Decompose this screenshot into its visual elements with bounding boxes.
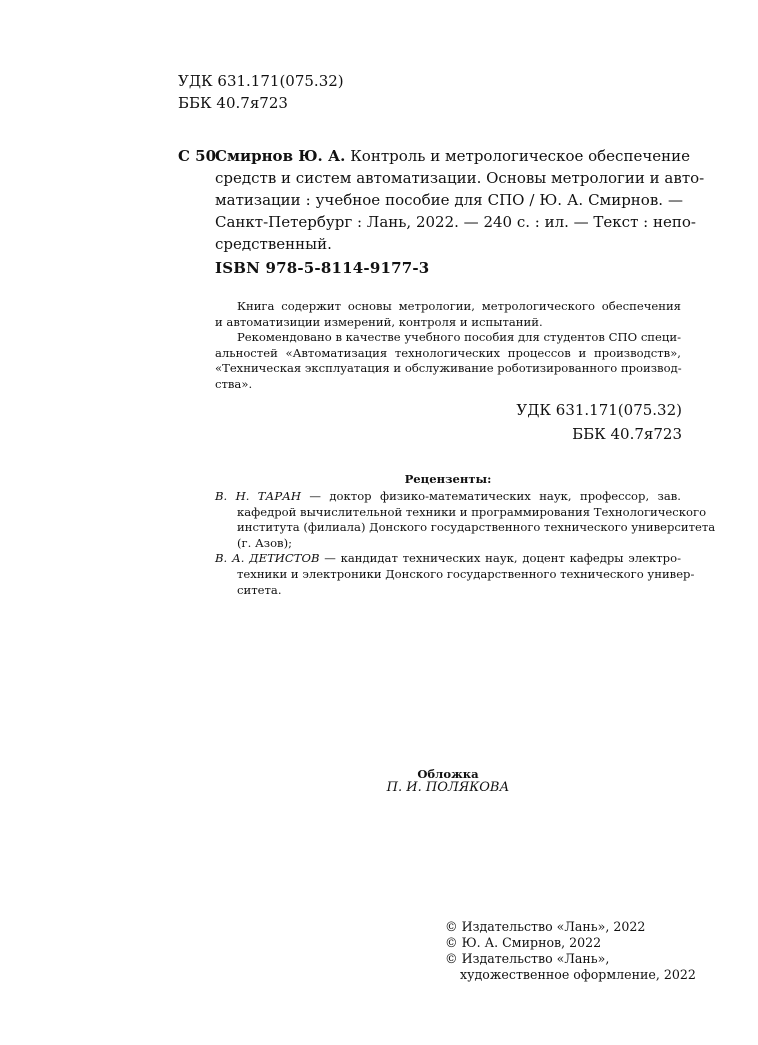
bbk-code: ББК 40.7я723: [572, 425, 682, 443]
entry-line-3: матизации : учебное пособие для СПО / Ю. А. Смирнов. —: [215, 191, 683, 209]
entry-line-5: средственный.: [215, 235, 332, 253]
copyright-line: художественное оформление, 2022: [460, 967, 696, 982]
annotation-line: и автоматизиции измерений, контроля и испытаний.: [215, 314, 543, 329]
bbk-code: ББК 40.7я723: [178, 94, 288, 112]
annotation: [215, 299, 681, 393]
entry-line-1: [215, 145, 691, 167]
title-start: Контроль и метрологическое обеспечение: [350, 147, 691, 165]
copyright-line: © Издательство «Лань»,: [445, 951, 610, 966]
copyright-line: © Ю. А. Смирнов, 2022: [445, 935, 602, 950]
annotation-line: Книга содержит основы метрологии, метрологического обеспечения: [237, 299, 681, 313]
author-mark: С 50: [178, 147, 217, 165]
cover-designer: П. И. ПОЛЯКОВА: [386, 780, 510, 795]
reviewer-2-line: ситета.: [237, 582, 282, 597]
annotation-line: альностей «Автоматизация технологических процессов и производств»,: [215, 345, 681, 360]
annotation-line: «Техническая эксплуатация и обслуживание роботизированного производ-: [215, 361, 682, 376]
udk-code: УДК 631.171(075.32): [516, 401, 682, 419]
isbn: ISBN 978-5-8114-9177-3: [215, 259, 430, 277]
reviewer-1-line: (г. Азов);: [237, 535, 293, 550]
udk-code: УДК 631.171(075.32): [178, 72, 344, 90]
copyright-block: [445, 919, 696, 983]
reviewer-1-line: института (филиала) Донского государственного технического университета: [237, 520, 716, 535]
bibliographic-continuation: [215, 167, 705, 255]
reviewer-2-text: — кандидат технических наук, доцент кафедры электро-: [319, 551, 681, 566]
entry-line-2: средств и систем автоматизации. Основы метрологии и авто-: [215, 169, 705, 187]
reviewer-2-name: В. А. ДЕТИСТОВ: [215, 551, 320, 566]
annotation-line: ства».: [215, 376, 253, 391]
reviewer-1-name: В. Н. ТАРАН: [215, 489, 302, 503]
classification-codes-right: [420, 398, 682, 446]
reviewer-1-line: кафедрой вычислительной техники и программирования Технологического: [237, 504, 707, 519]
reviewer-1-text: — доктор физико-математических наук, профессор, зав.: [301, 489, 681, 503]
entry-line-4: Санкт-Петербург : Лань, 2022. — 240 с. : ил. — Текст : непо-: [215, 213, 696, 231]
reviewer-2-line: техники и электроники Донского государственного технического универ-: [237, 566, 695, 581]
reviewers-list: [215, 489, 716, 598]
author-name: Смирнов Ю. А.: [215, 147, 346, 165]
reviewer-1-line: [215, 489, 681, 505]
annotation-line: Рекомендовано в качестве учебного пособия для студентов СПО специ-: [237, 330, 681, 345]
bibliographic-description: [215, 145, 691, 167]
reviewers-heading: Рецензенты:: [404, 472, 492, 486]
copyright-line: © Издательство «Лань», 2022: [445, 919, 646, 934]
top-classification-codes: [178, 70, 344, 114]
cover-heading: Обложка: [417, 767, 479, 781]
reviewer-2-line: [215, 551, 681, 567]
